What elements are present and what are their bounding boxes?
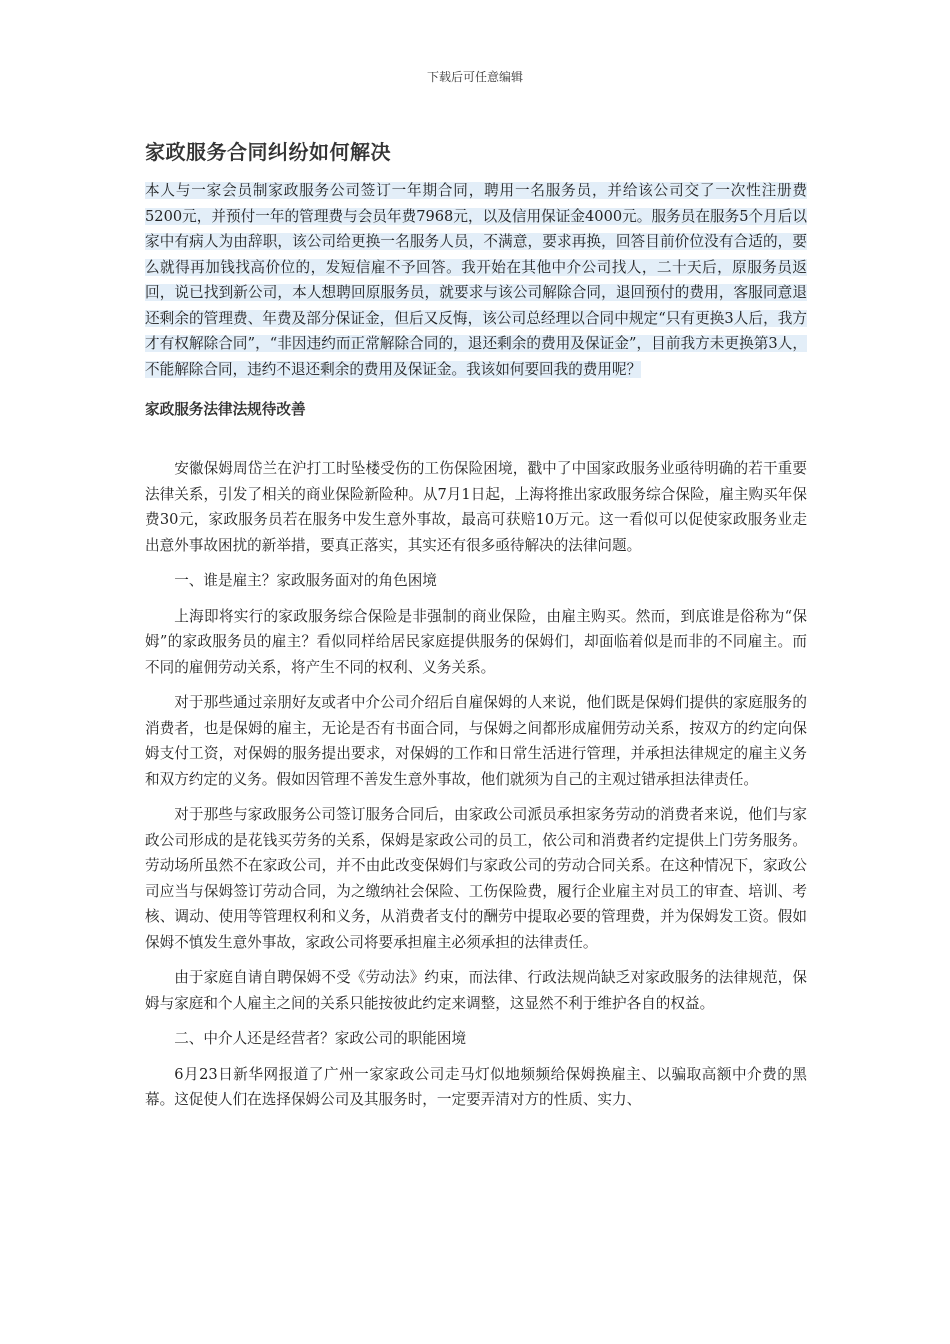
- body-paragraph-6: 6月23日新华网报道了广州一家家政公司走马灯似地频频给保姆换雇主、以骗取高额中介费的黑幕。这促使人们在选择保姆公司及其服务时，一定要弄清对方的性质、实力、: [145, 1065, 807, 1108]
- section-heading-1: 一、谁是雇主？家政服务面对的角色困境: [174, 572, 437, 589]
- body-paragraph-4: 对于那些与家政服务公司签订服务合同后，由家政公司派员承担家务劳动的消费者来说，他们与家政公司形成的是花钱买劳务的关系，保姆是家政公司的员工，依公司和消费者约定提供上门劳务服务。劳动场所虽然不在家政公司，并不由此改变保姆们与家政公司的劳动合同关系。在这种情况下，家政公司应当与保姆签订劳动合同，为之缴纳社会保险、工伤保险费，履行企业雇主对员工的审查、培训、考核、调动、使用等管理权利和义务，从消费者支付的酬劳中提取必要的管理费，并为保姆发工资。假如保姆不慎发生意外事故，家政公司将要承担雇主必须承担的法律责任。: [145, 806, 807, 951]
- question-paragraph: [145, 178, 807, 382]
- document-page: [145, 138, 807, 1113]
- section-subtitle: 家政服务法律法规待改善: [145, 401, 306, 418]
- section-heading-2: 二、中介人还是经营者？家政公司的职能困境: [174, 1030, 467, 1047]
- body-paragraph-3: 对于那些通过亲朋好友或者中介公司介绍后自雇保姆的人来说，他们既是保姆们提供的家庭服务的消费者，也是保姆的雇主，无论是否有书面合同，与保姆之间都形成雇佣劳动关系，按双方的约定向保姆支付工资，对保姆的服务提出要求，对保姆的工作和日常生活进行管理，并承担法律规定的雇主义务和双方约定的义务。假如因管理不善发生意外事故，他们就须为自己的主观过错承担法律责任。: [145, 694, 807, 788]
- question-text: 本人与一家会员制家政服务公司签订一年期合同，聘用一名服务员，并给该公司交了一次性注册费5200元，并预付一年的管理费与会员年费7968元，以及信用保证金4000元。服务员在服务5个月后以家中有病人为由辞职，该公司给更换一名服务人员，不满意，要求再换，回答目前价位没有合适的，要么就得再加钱找高价位的，发短信雇不予回答。我开始在其他中介公司找人，二十天后，原服务员返回，说已找到新公司，本人想聘回原服务员，就要求与该公司解除合同，退回预付的费用，客服同意退还剩余的管理费、年费及部分保证金，但后又反悔，该公司总经理以合同中规定“只有更换3人后，我方才有权解除合同”，“非因违约而正常解除合同的，退还剩余的费用及保证金”，目前我方未更换第3人，不能解除合同，违约不退还剩余的费用及保证金。我该如何要回我的费用呢？: [145, 182, 807, 378]
- article-title: 家政服务合同纠纷如何解决: [145, 140, 391, 164]
- header-note: 下载后可任意编辑: [426, 70, 523, 84]
- body-paragraph-5: 由于家庭自请自聘保姆不受《劳动法》约束，而法律、行政法规尚缺乏对家政服务的法律规范，保姆与家庭和个人雇主之间的关系只能按彼此约定来调整，这显然不利于维护各自的权益。: [145, 969, 807, 1012]
- body-paragraph-2: 上海即将实行的家政服务综合保险是非强制的商业保险，由雇主购买。然而，到底谁是俗称为“保姆”的家政服务员的雇主？看似同样给居民家庭提供服务的保姆们，却面临着似是而非的不同雇主。而不同的雇佣劳动关系，将产生不同的权利、义务关系。: [145, 607, 807, 676]
- body-paragraph-1: 安徽保姆周岱兰在沪打工时坠楼受伤的工伤保险困境，戳中了中国家政服务业亟待明确的若干重要法律关系，引发了相关的商业保险新险种。从7月1日起，上海将推出家政服务综合保险，雇主购买年保费30元，家政服务员若在服务中发生意外事故，最高可获赔10万元。这一看似可以促使家政服务业走出意外事故困扰的新举措，要真正落实，其实还有很多亟待解决的法律问题。: [145, 460, 807, 554]
